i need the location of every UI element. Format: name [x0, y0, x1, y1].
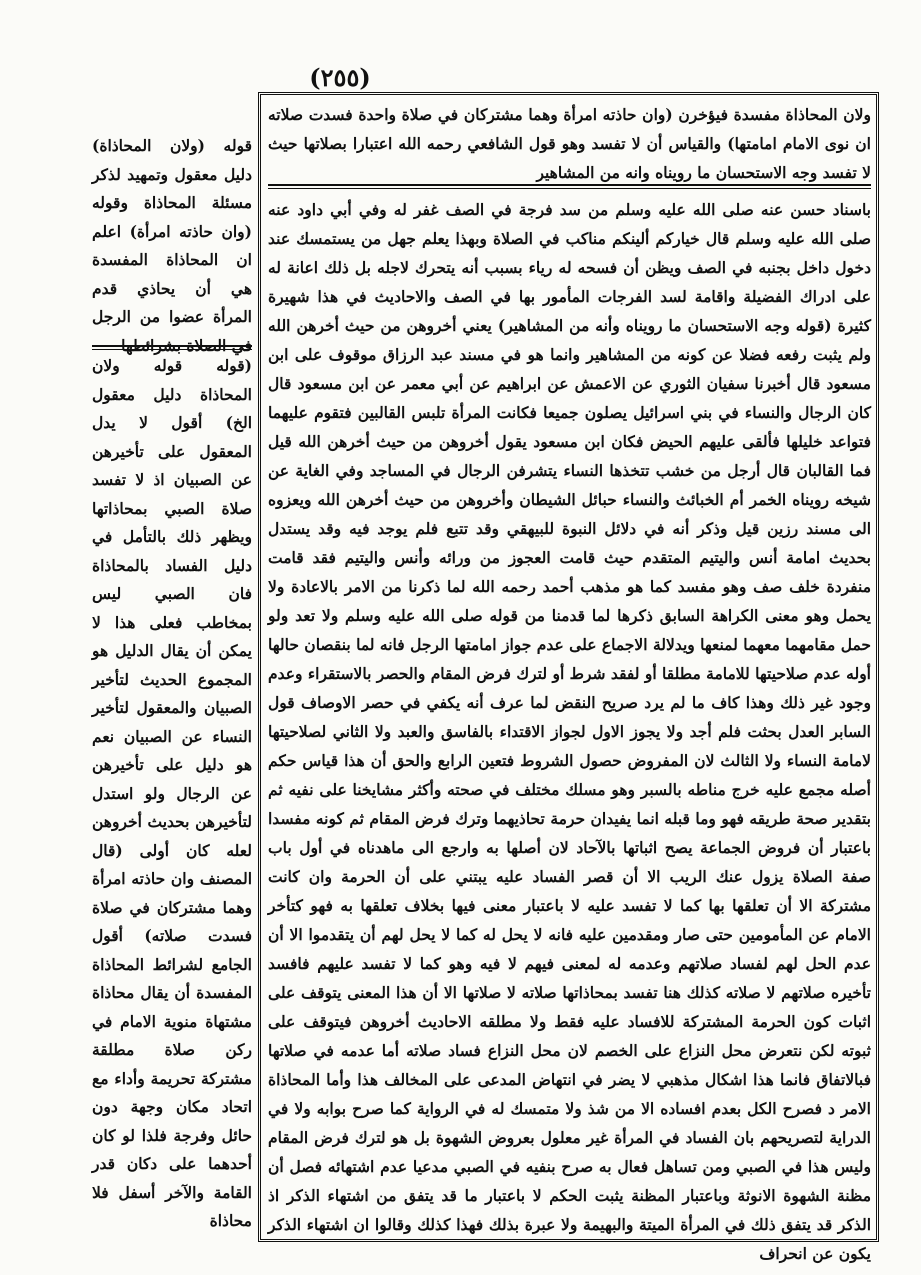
margin-note-2-text: (قوله قوله ولان المحاذاة دليل معقول الخ) أقول لا يدل المعقول على تأخيرهن عن الصبيان اذ لا تفسد صلاة الصبي بمحاذاتها ويظهر ذلك بالتأمل في دليل الفساد بالمحاذاة فان الصبي ليس بمخاطب فعلى هذا لا يمكن أن يقال الدليل هو المجموع الحديث لتأخير الصبيان والمعقول لتأخير النساء عن الصبيان نعم هو دليل على تأخيرهن عن الرجال ولو استدل لتأخيرهن بحديث أخروهن لعله كان أولى (قال المصنف وان حاذته امرأة وهما مشتركان في صلاة فسدت صلاته) أقول الجامع لشرائط المحاذاة المفسدة أن يقال محاذاة مشتهاة منوية الامام في ركن صلاة مطلقة مشتركة تحريمة وأداء مع اتحاد مكان وجهة دون حائل وفرجة فلذا لو كان أحدهما على دكان قدر القامة والآخر أسفل فلا محاذاة — [92, 356, 252, 1230]
main-text-top — [268, 100, 871, 180]
margin-note-2 — [92, 352, 252, 1230]
commentary-paragraph: باسناد حسن عنه صلى الله عليه وسلم من سد فرجة في الصف غفر له وفي أبي داود عنه صلى الله عليه وسلم قال خياركم ألينكم مناكب في الصلاة وبهذا يعلم جهل من يستمسك عند دخول داخل بجنبه في الصف ويظن أن فسحه له رياء بسبب أنه يتحرك لاجله بل ذلك اعانة له على ادراك الفضيلة واقامة لسد الفرجات المأمور بها في الصف والاحاديث في هذا شهيرة كثيرة (قوله وجه الاستحسان ما رويناه وأنه من المشاهير) يعني أخروهن من حيث أخرهن الله ولم يثبت رفعه فضلا عن كونه من المشاهير وانما هو في مسند عبد الرزاق موقوف على ابن مسعود قال أخبرنا سفيان الثوري عن الاعمش عن ابراهيم عن أبي معمر عن ابن مسعود قال كان الرجال والنساء في بني اسرائيل يصلون جميعا فكانت المرأة تلبس القالبين فتقوم عليهما فتواعد خليلها فألقى عليهم الحيض فكان ابن مسعود يقول أخروهن من حيث أخرهن الله قيل فما القالبان قال أرجل من خشب تتخذها النساء يتشرفن الرجال في المساجد وفي الغاية عن شيخه رويناه الخمر أم الخبائث والنساء حبائل الشيطان وأخروهن من حيث أخرهن الله ويعزوه الى مسند رزين قيل وذكر أنه في دلائل النبوة للبيهقي وقد تتبع فلم يوجد فيه وقد يستدل بحديث امامة أنس واليتيم المتقدم حيث قامت العجوز من ورائه وأنس واليتيم فقد قامت منفردة خلف صف وهو مفسد كما هو مذهب أحمد رحمه الله لما ذكرنا من الامر بالاعادة ولا يحمل وهو معنى الكراهة السابق ذكرها لما قدمنا من قوله صلى الله عليه وسلم ولا تعد ولو حمل مقامهما معهما لمنعها ويدلالة الاجماع على عدم جواز امامتها الرجل فانه لما بنقصان حالها أوله عدم صلاحيتها للامامة مطلقا أو لفقد شرط أو لترك فرض المقام والحصر بالاستقراء وعدم وجود غير ذلك وهذا كاف ما لم يرد صريح النقض لما عرف أنه يكفي في حصر الاوصاف قول السابر العدل بحثت فلم أجد ولا يجوز الاول لجواز الاقتداء بالفاسق والعبد ولا الثاني لصلاحيتها لامامة النساء ولا الثالث لان المفروض حصول الشروط فتعين الرابع والحق أن هذا قياس حكم أصله مجمع عليه خرج مناطه بالسبر وهو مسلك مختلف في صحته وأكثر مشايخنا على نفيه ثم بتقدير صحة طريقه فهو وما قبله انما يفيدان حرمة تحاذيهما وترك فرض المقام ثم كونه مفسدا باعتبار أن فروض الجماعة يصح اثباتها بالآحاد لان أصلها به وارجع الى ماهدناه في أول باب صفة الصلاة يزول عنك الريب الا أن قصر الفساد عليه يبتني على أن الحرمة وان كانت مشتركة الا أن تعلقها بها كما لا تفسد عليه لا باعتبار معنى فيها بخلاف تعلقها به فهو كتأخر الامام عن المأمومين حتى صار ومقدمين عليه فانه لا يحل له كما لا يحل لهم أن يتقدموا الا أن عدم الحل لهم لفساد صلاتهم وعدمه له لمعنى فيهم لا فيه وهو كما لا تفسد عليهم فافسد تأخيره صلاتهم لا صلاته كذلك هنا تفسد بمحاذاتها صلاته لا صلاتها الا أن هذا المعنى يتوقف على اثبات كون الحرمة المشتركة للافساد عليه فقط ولا مطلقه الاحاديث أخروهن فيتوقف على ثبوته لكن نتعرض محل النزاع على الخصم لان محل النزاع فساد صلاته أما عدمه في صلاتها فبالاتفاق فانما هذا اشكال مذهبي لا يضر في انتهاض المدعى على المخالف هذا وأما المحاذاة الامر د فصرح الكل بعدم افساده الا من شذ ولا متمسك له في الرواية كما صرح بوابه ولا في الدراية لتصريحهم بان الفساد في المرأة غير معلول بعروض الشهوة بل هو لترك فرض المقام وليس هذا في الصبي ومن تساهل فعال به صرح بنفيه في الصبي مدعيا عدم اشتهائه فصل أن مظنة الشهوة الانوثة وباعتبار المظنة يثبت الحكم لا باعتبار ما قد يتفق من اشتهاء الذكر اذ الذكر قد يتفق ذلك في المرأة الميتة والبهيمة ولا عبرة بذلك فهذا كذلك وقالوا ان اشتهاء الذكر يكون عن انحراف — [268, 200, 871, 1263]
divider-top-inner — [268, 188, 871, 189]
top-paragraph: ولان المحاذاة مفسدة فيؤخرن (وان حاذته امرأة وهما مشتركان في صلاة واحدة فسدت صلاته ان نوى الامام امامتها) والقياس أن لا تفسد وهو قول الشافعي رحمه الله اعتبارا بصلاتها حيث لا تفسد وجه الاستحسان ما رويناه وانه من المشاهير — [268, 105, 871, 182]
main-commentary — [268, 195, 871, 1263]
divider-top — [268, 184, 871, 186]
margin-note-1 — [92, 132, 252, 355]
margin-divider-inner — [92, 349, 252, 350]
margin-note-1-text: قوله (ولان المحاذاة) دليل معقول وتمهيد لذكر مسئلة المحاذاة وقوله (وان حاذته امرأة) اعلم ان المحاذاة المفسدة هي أن يحاذي قدم المرأة عضوا من الرجل في الصلاة بشرائطها — [92, 136, 252, 355]
page-number: (٢٥٥) — [309, 63, 371, 92]
margin-divider — [92, 345, 252, 347]
